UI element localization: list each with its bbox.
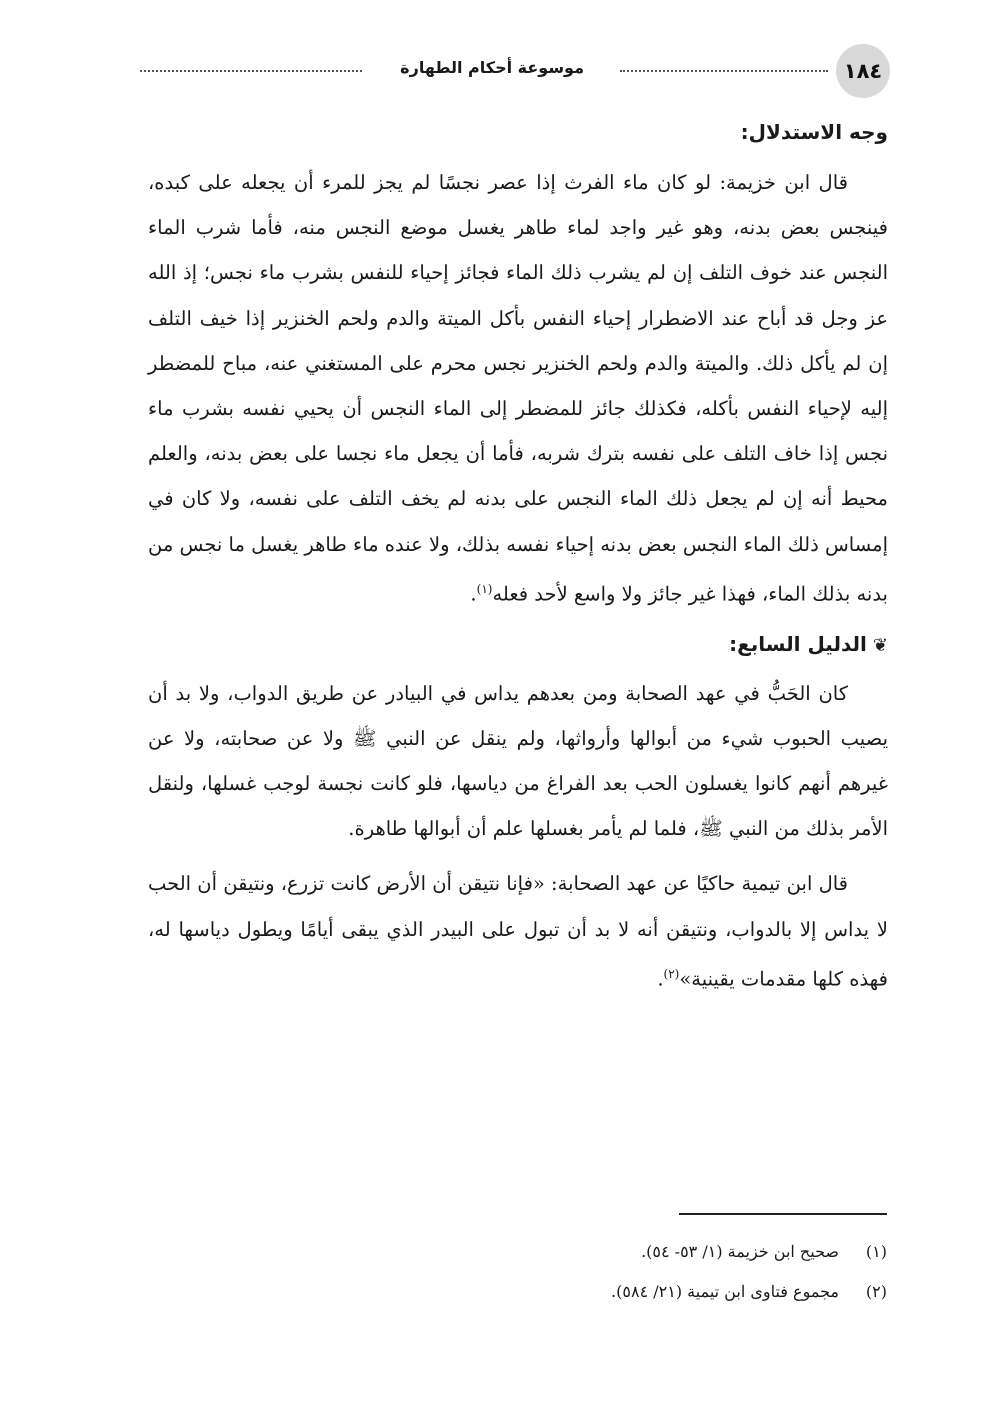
footnote-number: (٢) (865, 1282, 887, 1301)
header-dotted-rule-right (620, 70, 828, 72)
section-heading: وجه الاستدلال: (740, 120, 888, 144)
main-text (148, 110, 888, 1001)
evidence-heading (148, 621, 888, 669)
leaf-icon: ❦ (872, 634, 888, 656)
footnote-number: (١) (865, 1242, 887, 1261)
seventh-evidence-paragraph: كان الحَبُّ في عهد الصحابة ومن بعدهم يداس في البيادر عن طريق الدواب، ولا بد أن يصيب الحبوب شيء من أبوالها وأرواثها، ولم ينقل عن النبي ﷺ ولا عن صحابته، ولا عن غيرهم أنهم كانوا يغسلون الحب بعد الفراغ من دياسها، فلو كانت نجسة لوجب غسلها، ولنقل الأمر بذلك من النبي ﷺ، فلما لم يأمر بغسلها علم أن أبوالها طاهرة. (148, 681, 888, 841)
footnotes (147, 1232, 887, 1312)
footnote-item (147, 1272, 887, 1312)
header-dotted-rule-left (140, 70, 362, 72)
page-header (140, 44, 890, 104)
paragraph-text: قال ابن تيمية حاكيًا عن عهد الصحابة: «فإنا نتيقن أن الأرض كانت تزرع، ونتيقن أن الحب لا يداس إلا بالدواب، ونتيقن أنه لا بد أن تبول على البيدر الذي يبقى أيامًا ويطول دياسها له، فهذه كلها مقدمات يقينية» (148, 872, 888, 991)
footnote-item (147, 1232, 887, 1272)
footnote-ref-2: (٢) (663, 966, 680, 981)
footnote-ref-1: (١) (476, 581, 493, 596)
footnote-text: صحيح ابن خزيمة (١/ ٥٣- ٥٤). (641, 1242, 839, 1261)
paragraph-text: قال ابن خزيمة: لو كان ماء الفرث إذا عصر نجسًا لم يجز للمرء أن يجعله على كبده، فينجس بعض بدنه، وهو غير واجد لماء طاهر يغسل موضع النجس منه، فأما شرب الماء النجس عند خوف التلف إن لم يشرب ذلك الماء فجائز إحياء للنفس بشرب ماء نجس؛ إذ الله عز وجل قد أباح عند الاضطرار إحياء النفس بأكل الميتة والدم ولحم الخنزير إذا خيف التلف إن لم يأكل ذلك. والميتة والدم ولحم الخنزير نجس محرم على المستغني عنه، مباح للمضطر إليه لإحياء النفس بأكله، فكذلك جائز للمضطر إلى الماء النجس أن يحيي نفسه بشرب ماء نجس إذا خاف التلف على نفسه بترك شربه، فأما أن يجعل ماء نجسا على بعض بدنه، والعلم محيط أنه إن لم يجعل ذلك الماء النجس على بدنه لم يخف التلف على نفسه، ولا كان في إمساس ذلك الماء النجس بعض بدنه إحياء نفسه بذلك، ولا عنده ماء طاهر يغسل ما نجس من بدنه بذلك الماء، فهذا غير جائز ولا واسع لأحد فعله (147, 171, 888, 606)
ibn-khuzaymah-paragraph: قال ابن خزيمة: لو كان ماء الفرث إذا عصر نجسًا لم يجز للمرء أن يجعله على كبده، فينجس بعض بدنه، وهو غير واجد لماء طاهر يغسل موضع النجس منه، فأما شرب الماء النجس عند خوف التلف إن لم يشرب ذلك الماء فجائز إحياء للنفس بشرب ماء نجس؛ إذ الله عز وجل قد أباح عند الاضطرار إحياء النفس بأكل الميتة والدم ولحم الخنزير إذا خيف التلف إن لم يأكل ذلك. والميتة والدم ولحم الخنزير نجس محرم على المستغني عنه، مباح للمضطر إليه لإحياء النفس بأكله، فكذلك جائز للمضطر إلى الماء النجس أن يحيي نفسه بشرب ماء نجس إذا خاف التلف على نفسه بترك شربه، فأما أن يجعل ماء نجسا على بعض بدنه، والعلم محيط أنه إن لم يجعل ذلك الماء النجس على بدنه لم يخف التلف على نفسه، ولا كان في إمساس ذلك الماء النجس بعض بدنه إحياء نفسه بذلك، ولا عنده ماء طاهر يغسل ما نجس من بدنه بذلك الماء، فهذا غير جائز ولا واسع لأحد فعله$^{(١)}$. (147, 171, 888, 606)
evidence-heading-text: الدليل السابع: (729, 631, 867, 656)
footnote-separator (679, 1213, 887, 1215)
footnote-text: مجموع فتاوى ابن تيمية (٢١/ ٥٨٤). (611, 1282, 839, 1301)
page-number-badge: ١٨٤ (836, 44, 890, 98)
ibn-taymiyyah-paragraph: قال ابن تيمية حاكيًا عن عهد الصحابة: «فإنا نتيقن أن الأرض كانت تزرع، ونتيقن أن الحب لا يداس إلا بالدواب، ونتيقن أنه لا بد أن تبول على البيدر الذي يبقى أيامًا ويطول دياسها له، فهذه كلها مقدمات يقينية»$^{(٢)}$. (148, 872, 888, 991)
running-title: موسوعة أحكام الطهارة (394, 58, 590, 77)
